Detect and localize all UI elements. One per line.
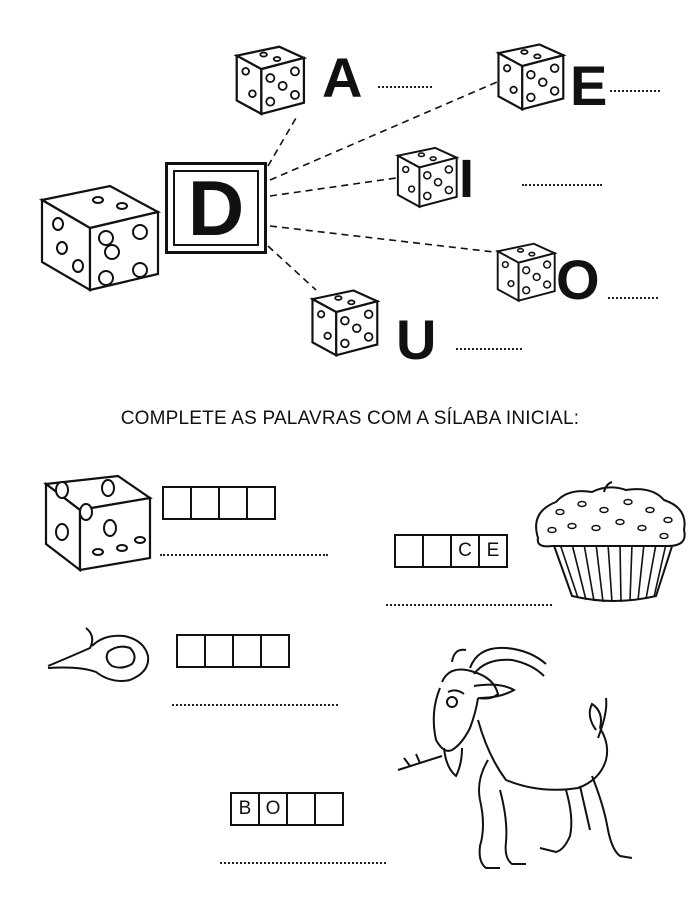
vowel-a: A xyxy=(322,46,363,109)
vowel-u: U xyxy=(396,308,437,371)
die-icon-large xyxy=(42,186,158,290)
finger-icon xyxy=(48,628,148,681)
instruction-text: COMPLETE AS PALAVRAS COM A SÍLABA INICIAL: xyxy=(120,408,580,429)
letter-cell[interactable] xyxy=(190,486,220,520)
letter-cell[interactable] xyxy=(246,486,276,520)
letter-cell[interactable] xyxy=(394,534,424,568)
hub-letter: D xyxy=(173,170,259,246)
answer-line-bode[interactable] xyxy=(220,862,386,864)
die-icon-u xyxy=(312,290,377,355)
die-icon-e xyxy=(498,44,563,109)
goat-icon xyxy=(398,648,632,868)
answer-line-a[interactable] xyxy=(378,86,432,88)
letter-cell[interactable]: E xyxy=(478,534,508,568)
die-icon-o xyxy=(498,244,555,301)
letter-cell[interactable] xyxy=(286,792,316,826)
vowel-i: I xyxy=(459,149,475,209)
answer-line-doce[interactable] xyxy=(386,604,552,606)
letter-cell[interactable] xyxy=(232,634,262,668)
hub-letter-box xyxy=(165,162,267,254)
letter-cell[interactable]: C xyxy=(450,534,480,568)
word-boxes-doce[interactable] xyxy=(394,534,508,568)
letter-cell[interactable] xyxy=(218,486,248,520)
answer-line-o[interactable] xyxy=(608,297,658,299)
vowel-o: O xyxy=(556,248,600,311)
letter-cell[interactable]: O xyxy=(258,792,288,826)
word-boxes-bode[interactable] xyxy=(230,792,344,826)
answer-line-u[interactable] xyxy=(456,348,522,350)
letter-cell[interactable] xyxy=(422,534,452,568)
vowel-e: E xyxy=(570,54,608,117)
letter-cell[interactable] xyxy=(204,634,234,668)
letter-cell[interactable] xyxy=(176,634,206,668)
die-icon-a xyxy=(237,47,304,114)
answer-line-dado[interactable] xyxy=(160,554,328,556)
answer-line-e[interactable] xyxy=(610,90,660,92)
die-icon-i xyxy=(398,148,457,207)
cupcake-icon xyxy=(536,482,685,602)
letter-cell[interactable] xyxy=(314,792,344,826)
letter-cell[interactable] xyxy=(162,486,192,520)
answer-line-i[interactable] xyxy=(522,184,602,186)
die-icon xyxy=(46,476,150,570)
word-boxes-dado[interactable] xyxy=(162,486,276,520)
letter-cell[interactable]: B xyxy=(230,792,260,826)
letter-cell[interactable] xyxy=(260,634,290,668)
word-boxes-dedo[interactable] xyxy=(176,634,290,668)
answer-line-dedo[interactable] xyxy=(172,704,338,706)
